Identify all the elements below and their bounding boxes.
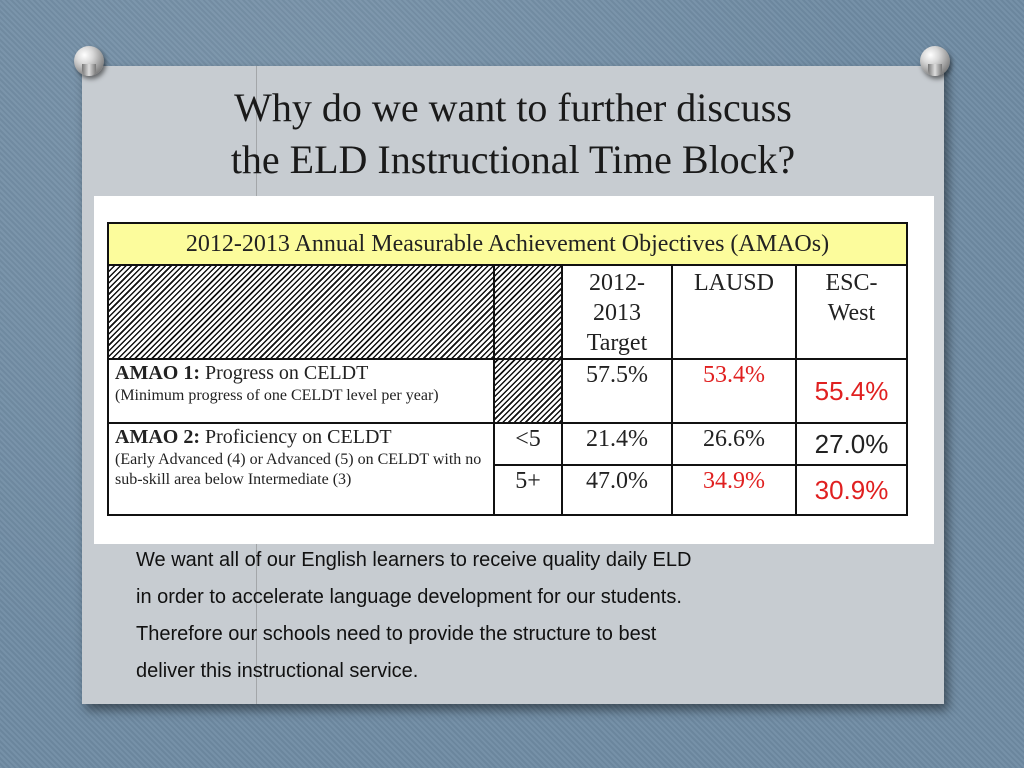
hatched-cell <box>494 265 562 359</box>
amao2-lt5-lausd: 26.6% <box>672 423 796 465</box>
slide-body-text <box>136 542 896 690</box>
amao1-note: (Minimum progress of one CELDT level per year) <box>115 387 439 404</box>
amao2-bold-label: AMAO 2: <box>115 426 200 448</box>
hatched-cell <box>494 359 562 423</box>
column-header-target: 2012-2013 Target <box>562 265 672 359</box>
amao2-5plus-target: 47.0% <box>562 465 672 515</box>
body-line-1: We want all of our English learners to receive quality daily ELD <box>136 549 692 571</box>
hatched-cell <box>108 265 494 359</box>
amao2-lt5-esc-west: 27.0% <box>796 423 907 465</box>
body-line-3: Therefore our schools need to provide the structure to best <box>136 623 657 645</box>
column-header-esc-west: ESC-West <box>796 265 907 359</box>
amao-table <box>107 222 908 516</box>
title-line-1: Why do we want to further discuss <box>234 85 792 130</box>
amao1-target: 57.5% <box>562 359 672 423</box>
table-header: 2012-2013 Annual Measurable Achievement Objectives (AMAOs) <box>108 223 907 265</box>
row-label-amao2 <box>108 423 494 515</box>
body-line-4: deliver this instructional service. <box>136 660 419 682</box>
amao2-note: (Early Advanced (4) or Advanced (5) on CELDT with no sub-skill area below Intermediate (3) <box>115 451 482 488</box>
pushpin-right-icon <box>920 46 950 76</box>
amao1-bold-label: AMAO 1: <box>115 362 200 384</box>
title-line-2: the ELD Instructional Time Block? <box>230 137 796 182</box>
amao2-sub-lt5: <5 <box>494 423 562 465</box>
slide-title <box>82 82 944 186</box>
amao2-label: Proficiency on CELDT <box>204 426 392 448</box>
amao2-5plus-esc-west: 30.9% <box>796 465 907 515</box>
amao1-label: Progress on CELDT <box>204 362 369 384</box>
amao1-esc-west: 55.4% <box>796 359 907 423</box>
amao-table-panel <box>94 196 934 544</box>
row-label-amao1 <box>108 359 494 423</box>
amao1-lausd: 53.4% <box>672 359 796 423</box>
body-line-2: in order to accelerate language development for our students. <box>136 586 682 608</box>
amao2-lt5-target: 21.4% <box>562 423 672 465</box>
amao2-sub-5plus: 5+ <box>494 465 562 515</box>
pushpin-left-icon <box>74 46 104 76</box>
amao2-5plus-lausd: 34.9% <box>672 465 796 515</box>
column-header-lausd: LAUSD <box>672 265 796 359</box>
